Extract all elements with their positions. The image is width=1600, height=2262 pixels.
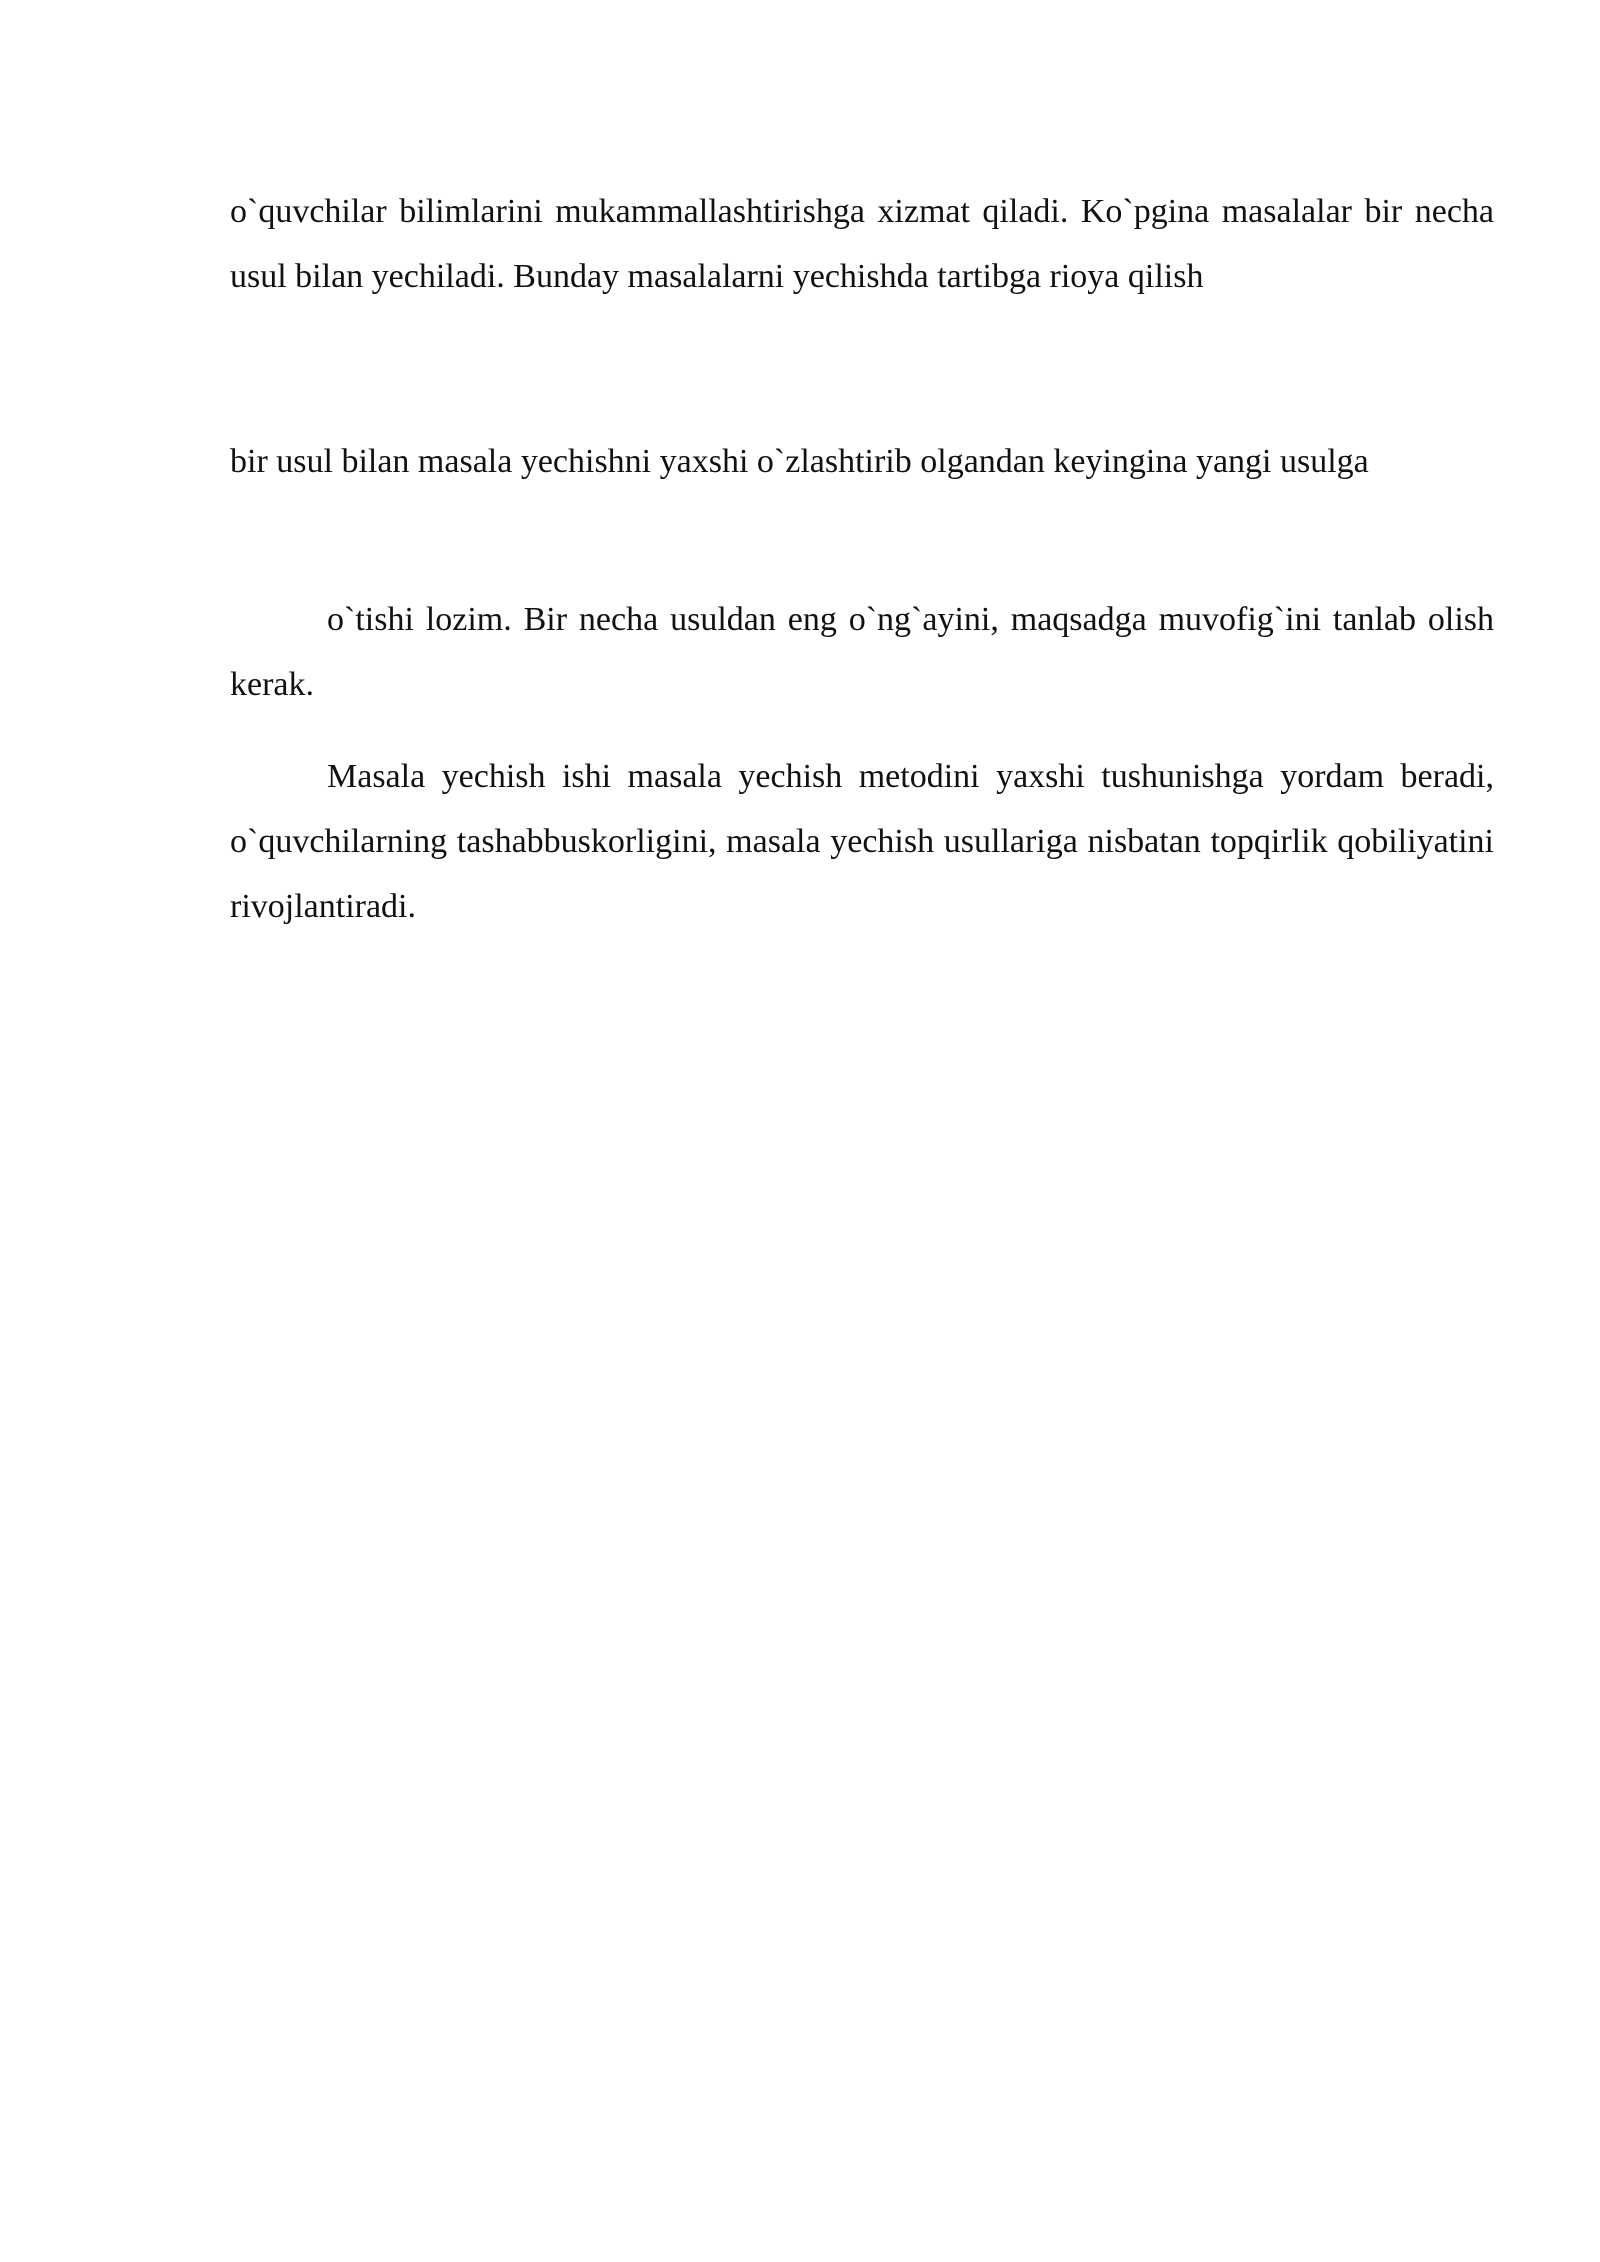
paragraph-4: Masala yechish ishi masala yechish metodini yaxshi tushunishga yordam beradi, o`quvchilarning tashabbuskorligini, masala yechish usullariga nisbatan topqirlik qobiliyatini rivojlantiradi. xyxy=(230,758,1494,925)
paragraph-2: bir usul bilan masala yechishni yaxshi o`zlashtirib olgandan keyingina yangi usulga xyxy=(230,443,1369,480)
paragraph-1: o`quvchilar bilimlarini mukammallashtirishga xizmat qiladi. Ko`pgina masalalar bir necha usul bilan yechiladi. Bunday masalalarni yechishda tartibga rioya qilish xyxy=(230,193,1494,295)
paragraph-3: o`tishi lozim. Bir necha usuldan eng o`ng`ayini, maqsadga muvofig`ini tanlab olish kerak. xyxy=(230,601,1494,703)
